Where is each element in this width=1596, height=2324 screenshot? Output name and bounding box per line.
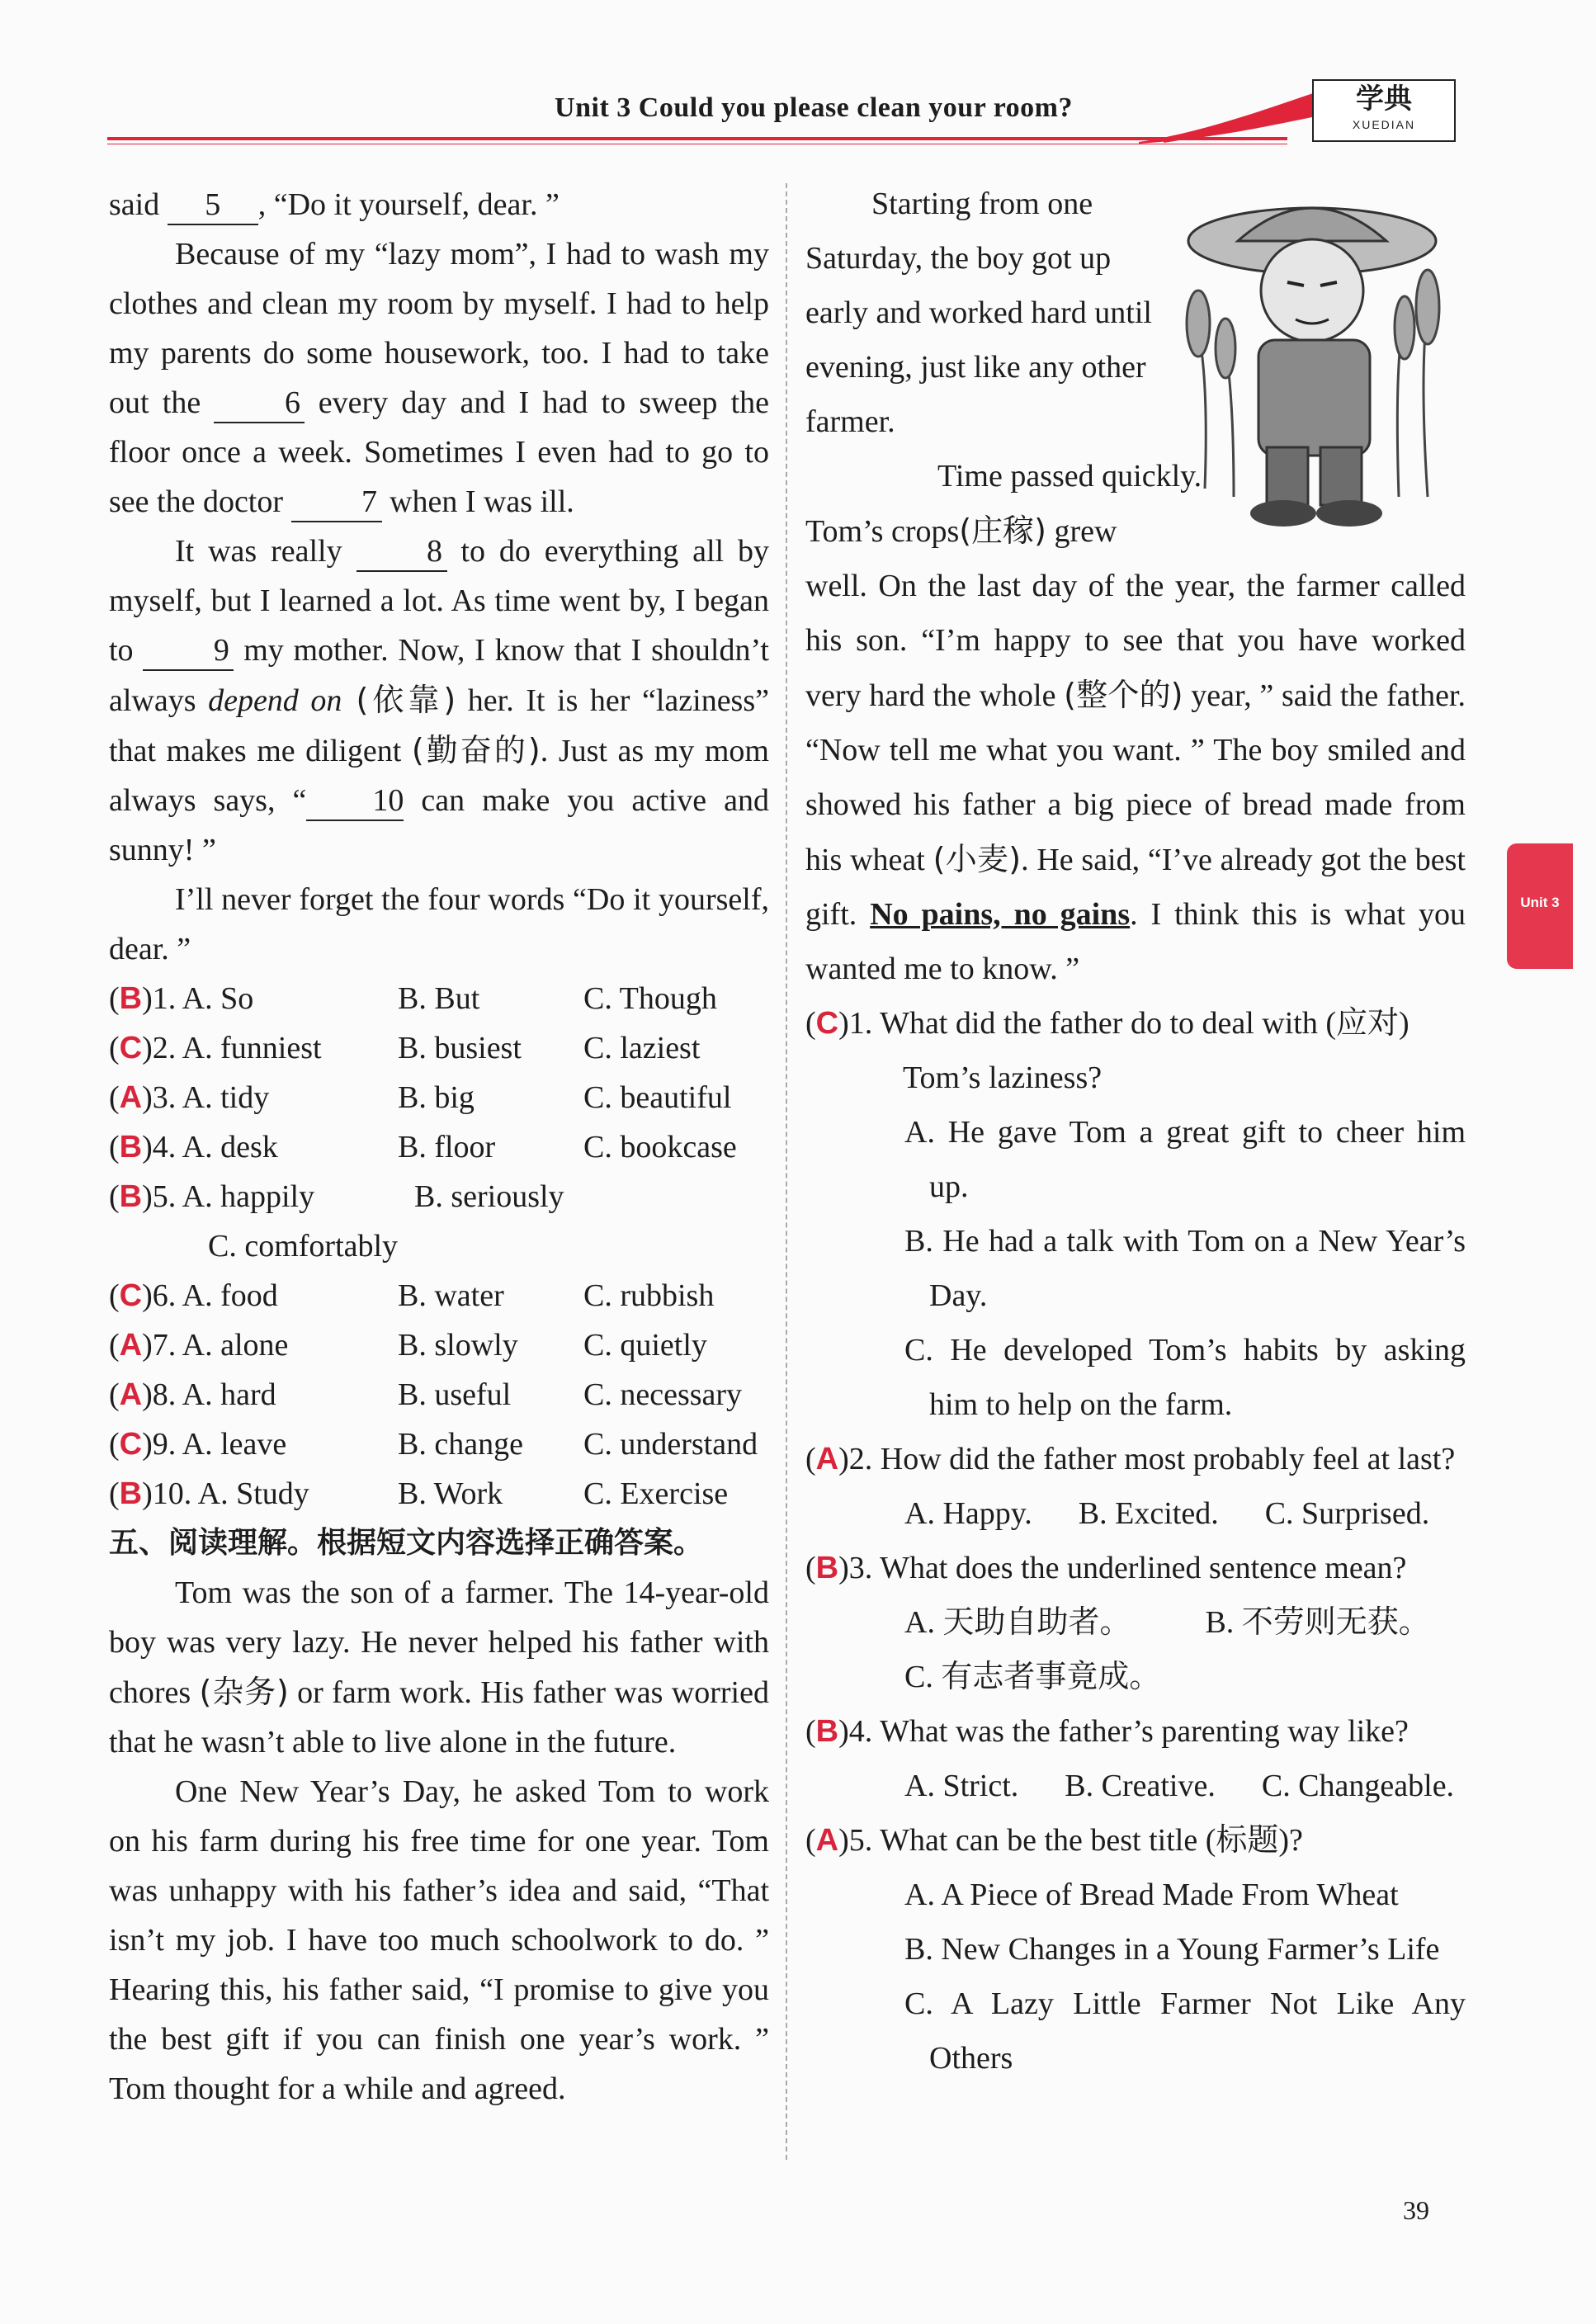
answer-paren: (B)10. A. Study [109, 1476, 309, 1511]
answer-letter: B [119, 981, 143, 1016]
reading-question: (B)3. What does the underlined sentence mean? [805, 1551, 1407, 1585]
answer-paren: (C)6. A. food [109, 1278, 278, 1313]
option: B. Excited. [1078, 1496, 1219, 1531]
option: A. He gave Tom a great gift to cheer him up. [904, 1115, 1466, 1204]
option: B. New Changes in a Young Farmer’s Life [904, 1932, 1440, 1967]
answer-paren: (C)9. A. leave [109, 1427, 287, 1462]
option: A. A Piece of Bread Made From Wheat [904, 1878, 1399, 1912]
blank-8: 8 [357, 532, 447, 572]
reading-paragraph: Tom was the son of a farmer. The 14-year-old boy was very lazy. He never helped his father with chores (杂务) or farm work. His father was worried that he wasn’t able to live alone in the future. [109, 1575, 769, 1760]
unit-side-tab: Unit 3 [1507, 843, 1573, 969]
blank-9: 9 [143, 631, 234, 671]
option-c: C. Exercise [583, 1476, 729, 1511]
answer-letter: C [119, 1031, 143, 1065]
reading-question: (A)2. How did the father most probably feel at last? [805, 1442, 1456, 1476]
reading-paragraph: Starting from one Saturday, the boy got up early and worked hard until evening, just like any other farmer. [805, 187, 1152, 439]
cloze-question-row [109, 1419, 769, 1469]
header-rule [107, 137, 1287, 140]
answer-letter: B [815, 1551, 839, 1585]
inline-options [805, 1486, 1466, 1541]
section-heading: 五、阅读理解。根据短文内容选择正确答案。 [109, 1526, 704, 1560]
blank-6: 6 [214, 384, 305, 423]
answer-paren: (C)2. A. funniest [109, 1031, 322, 1065]
option-c: C. rubbish [583, 1278, 715, 1313]
answer-letter: A [815, 1823, 839, 1858]
passage-paragraph: Because of my “lazy mom”, I had to wash my clothes and clean my room by myself. I had to help my parents do some housework, too. I had to take out the 6 every day and I had to sweep the floor once a week. Sometimes I even had to go to see the doctor 7 when I was ill. [109, 229, 769, 527]
option-c: C. Though [583, 981, 717, 1016]
publisher-logo: 学典 XUEDIAN [1312, 79, 1456, 142]
left-column [109, 180, 769, 2114]
reading-paragraph: One New Year’s Day, he asked Tom to work on his farm during his free time for one year. Tom was unhappy with his father’s idea and said, “That isn’t my job. I have too much schoolwork to do. ” Hearing this, his father said, “I promise to give you the best gift if you can finish one year’s work. ” Tom thought for a while and agreed. [109, 1774, 769, 2106]
option-b: B. water [398, 1278, 504, 1313]
option-b: B. busiest [398, 1031, 522, 1065]
reading-questions [805, 996, 1466, 2085]
cloze-question-row [109, 1073, 769, 1122]
reading-question: (B)4. What was the father’s parenting way like? [805, 1714, 1409, 1749]
cloze-question-row [109, 1320, 769, 1370]
answer-letter: C [119, 1278, 143, 1313]
option-b: B. useful [398, 1377, 512, 1412]
option: C. He developed Tom’s habits by asking him to help on the farm. [904, 1333, 1466, 1422]
answer-letter: A [815, 1442, 839, 1476]
option-b: B. Work [398, 1476, 503, 1511]
option-b: B. floor [398, 1130, 496, 1164]
reading-paragraph: Time passed quickly. Tom’s crops(庄稼) grew [805, 459, 1202, 549]
option: C. A Lazy Little Farmer Not Like Any Others [904, 1986, 1466, 2076]
option-b: B. change [398, 1427, 523, 1462]
option: B. Creative. [1065, 1769, 1216, 1803]
reading-paragraph-cont: well. On the last day of the year, the farmer called his son. “I’m happy to see that you have worked very hard the whole (整个的) year, ” said the father. “Now tell me what you want. ” The boy smiled and showed his father a big piece of bread made from his wheat (小麦). He said, “I’ve already got the best gift. No pains, no gains. I think this is what you wanted me to know. ” [805, 569, 1466, 986]
blank-7: 7 [291, 483, 382, 522]
passage-paragraph: It was really 8 to do everything all by myself, but I learned a lot. As time went by, I began to 9 my mother. Now, I know that I shouldn’t always depend on (依靠) her. It is her “laziness” that makes me diligent (勤奋的). Just as my mom always says, “ 10 can make you active and sunny! ” [109, 534, 770, 867]
blank-5: 5 [168, 186, 258, 225]
option-b: B. slowly [398, 1328, 518, 1363]
answer-letter: B [119, 1130, 143, 1164]
inline-options [805, 1759, 1466, 1813]
option-c: C. understand [583, 1427, 758, 1462]
underlined-sentence: No pains, no gains [870, 897, 1131, 932]
option: A. Happy. [904, 1496, 1032, 1531]
answer-paren: (A)3. A. tidy [109, 1080, 270, 1115]
option-b: B. big [398, 1080, 475, 1115]
answer-letter: A [119, 1080, 143, 1115]
answer-letter: C [815, 1006, 839, 1041]
page-header-title: Unit 3 Could you please clean your room? [555, 92, 1073, 123]
option: B. He had a talk with Tom on a New Year’s Day. [904, 1224, 1466, 1313]
option: C. Surprised. [1264, 1496, 1430, 1531]
column-divider [786, 183, 787, 2160]
answer-letter: B [119, 1179, 143, 1214]
answer-letter: B [815, 1714, 839, 1749]
right-column [805, 177, 1466, 2085]
option-c: C. necessary [583, 1377, 743, 1412]
option: A. 天助自助者。 [904, 1605, 1131, 1640]
cloze-question-row [109, 1122, 769, 1172]
option: C. Changeable. [1261, 1769, 1455, 1803]
inline-options [805, 1595, 1466, 1650]
option-c: C. beautiful [583, 1080, 732, 1115]
option-b: B. seriously [414, 1179, 564, 1214]
passage-paragraph: I’ll never forget the four words “Do it yourself, dear. ” [109, 882, 769, 966]
option-c: C. comfortably [208, 1229, 399, 1264]
blank-10: 10 [306, 782, 404, 821]
option: C. 有志者事竟成。 [904, 1660, 1161, 1694]
answer-paren: (B)4. A. desk [109, 1130, 278, 1164]
passage-line: said 5 , “Do it yourself, dear. ” [109, 180, 769, 229]
cloze-question-row [109, 1172, 769, 1221]
answer-letter: A [119, 1377, 143, 1412]
option-c: C. quietly [583, 1328, 707, 1363]
cloze-question-row [109, 974, 769, 1023]
answer-letter: C [119, 1427, 143, 1462]
answer-paren: (B)5. A. happily [109, 1179, 315, 1214]
option-b: B. But [398, 981, 480, 1016]
cloze-question-row [109, 1271, 769, 1320]
answer-paren: (A)8. A. hard [109, 1377, 276, 1412]
answer-letter: B [119, 1476, 143, 1511]
cloze-question-row-cont [109, 1221, 769, 1271]
cloze-options [109, 974, 769, 1519]
option: A. Strict. [904, 1769, 1019, 1803]
reading-question: (A)5. What can be the best title (标题)? [805, 1823, 1303, 1858]
cloze-question-row [109, 1469, 769, 1519]
option-c: C. laziest [583, 1031, 701, 1065]
answer-paren: (A)7. A. alone [109, 1328, 289, 1363]
option: B. 不劳则无获。 [1205, 1605, 1430, 1640]
cloze-question-row [109, 1370, 769, 1419]
answer-paren: (B)1. A. So [109, 981, 254, 1016]
option-c: C. bookcase [583, 1130, 737, 1164]
reading-question: (C)1. What did the father do to deal with (应对) Tom’s laziness? [805, 1006, 1409, 1095]
page-number: 39 [1403, 2195, 1429, 2225]
cloze-question-row [109, 1023, 769, 1073]
answer-letter: A [119, 1328, 143, 1363]
